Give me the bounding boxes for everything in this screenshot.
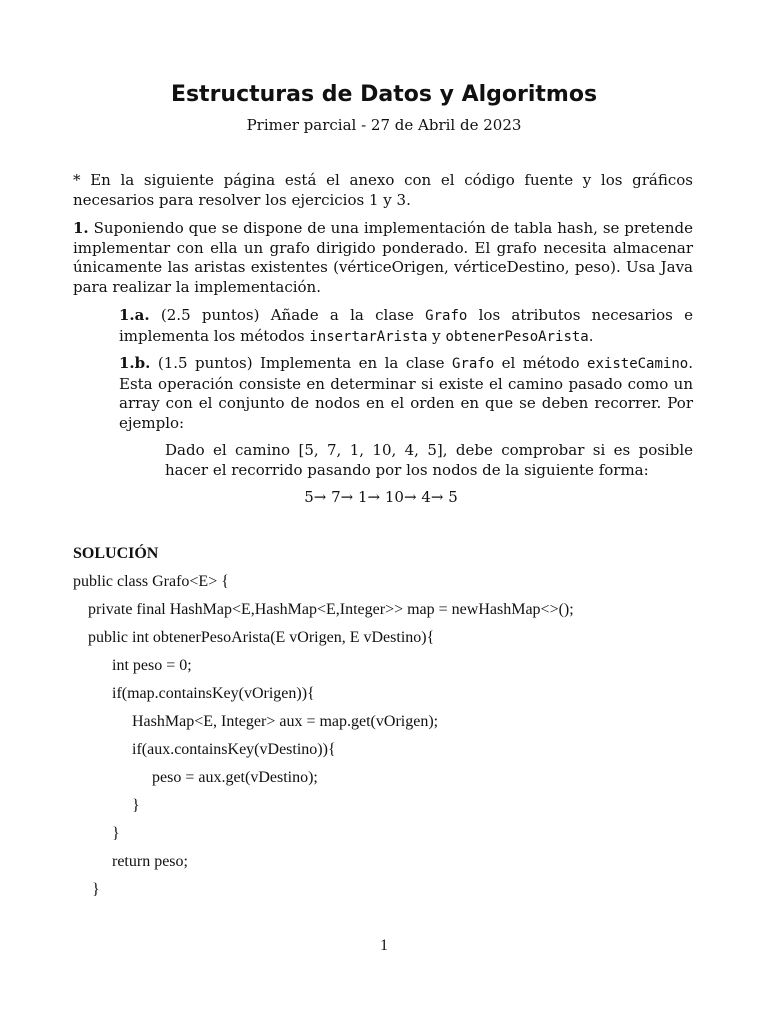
code-line: } <box>92 881 100 898</box>
annex-note: * En la siguiente página está el anexo con el código fuente y los gráficos necesarios para resolver los ejercicios 1 y 3. <box>73 171 693 209</box>
question-1b-text: . Esta operación consiste en determinar si existe el camino pasado como un array con el conjunto de nodos en el orden en que se deben recorrer. Por ejemplo: <box>119 354 693 432</box>
code-method-name: obtenerPesoArista <box>445 328 589 345</box>
question-1b-text: el método <box>501 354 580 372</box>
question-1a-text: . <box>588 326 594 345</box>
code-method-name: insertarArista <box>309 328 428 345</box>
code-line: } <box>112 825 120 842</box>
code-class-name: Grafo <box>452 356 495 372</box>
question-1b-text: (1.5 puntos) Implementa en la clase <box>157 354 445 372</box>
page-number: 1 <box>380 937 388 954</box>
document-title: Estructuras de Datos y Algoritmos <box>170 82 598 107</box>
solution-heading: SOLUCIÓN <box>73 545 159 562</box>
question-1-number: 1. <box>73 219 89 237</box>
question-1-text: Suponiendo que se dispone de una implementación de tabla hash, se pretende implementar con ella un grafo dirigido ponderado. El grafo necesita almacenar únicamente las aristas existentes (vérticeOrigen, vérticeDestino, peso). Usa Java para realizar la implementación. <box>73 219 693 296</box>
question-1b <box>119 354 693 433</box>
code-line: if(map.containsKey(vOrigen)){ <box>112 685 315 702</box>
code-line: int peso = 0; <box>112 657 192 674</box>
code-line: peso = aux.get(vDestino); <box>152 769 318 786</box>
example-paragraph: Dado el camino [5, 7, 1, 10, 4, 5], debe comprobar si es posible hacer el recorrido pasando por los nodos de la siguiente forma: <box>165 441 693 479</box>
question-1a-text: y <box>432 326 441 345</box>
question-1a <box>119 306 693 347</box>
code-line: return peso; <box>112 853 188 870</box>
code-class-name: Grafo <box>425 308 468 324</box>
code-line: private final HashMap<E,HashMap<E,Integer>> map = newHashMap<>(); <box>88 601 574 618</box>
question-1a-label: 1.a. <box>119 306 150 324</box>
example-route: 5→ 7→ 1→ 10→ 4→ 5 <box>304 488 458 506</box>
question-1b-label: 1.b. <box>119 354 151 372</box>
code-line: public class Grafo<E> { <box>73 573 229 590</box>
code-line: if(aux.containsKey(vDestino)){ <box>132 741 336 758</box>
code-line: HashMap<E, Integer> aux = map.get(vOrigen); <box>132 713 439 730</box>
code-line: } <box>132 797 140 814</box>
document-subtitle: Primer parcial - 27 de Abril de 2023 <box>246 116 522 134</box>
code-method-name: existeCamino <box>587 356 689 372</box>
question-1 <box>73 219 693 297</box>
code-line: public int obtenerPesoArista(E vOrigen, E vDestino){ <box>88 629 435 646</box>
question-1a-text: (2.5 puntos) Añade a la clase <box>160 306 414 324</box>
question-1a-text: los atributos necesarios e implementa los métodos <box>119 306 693 345</box>
